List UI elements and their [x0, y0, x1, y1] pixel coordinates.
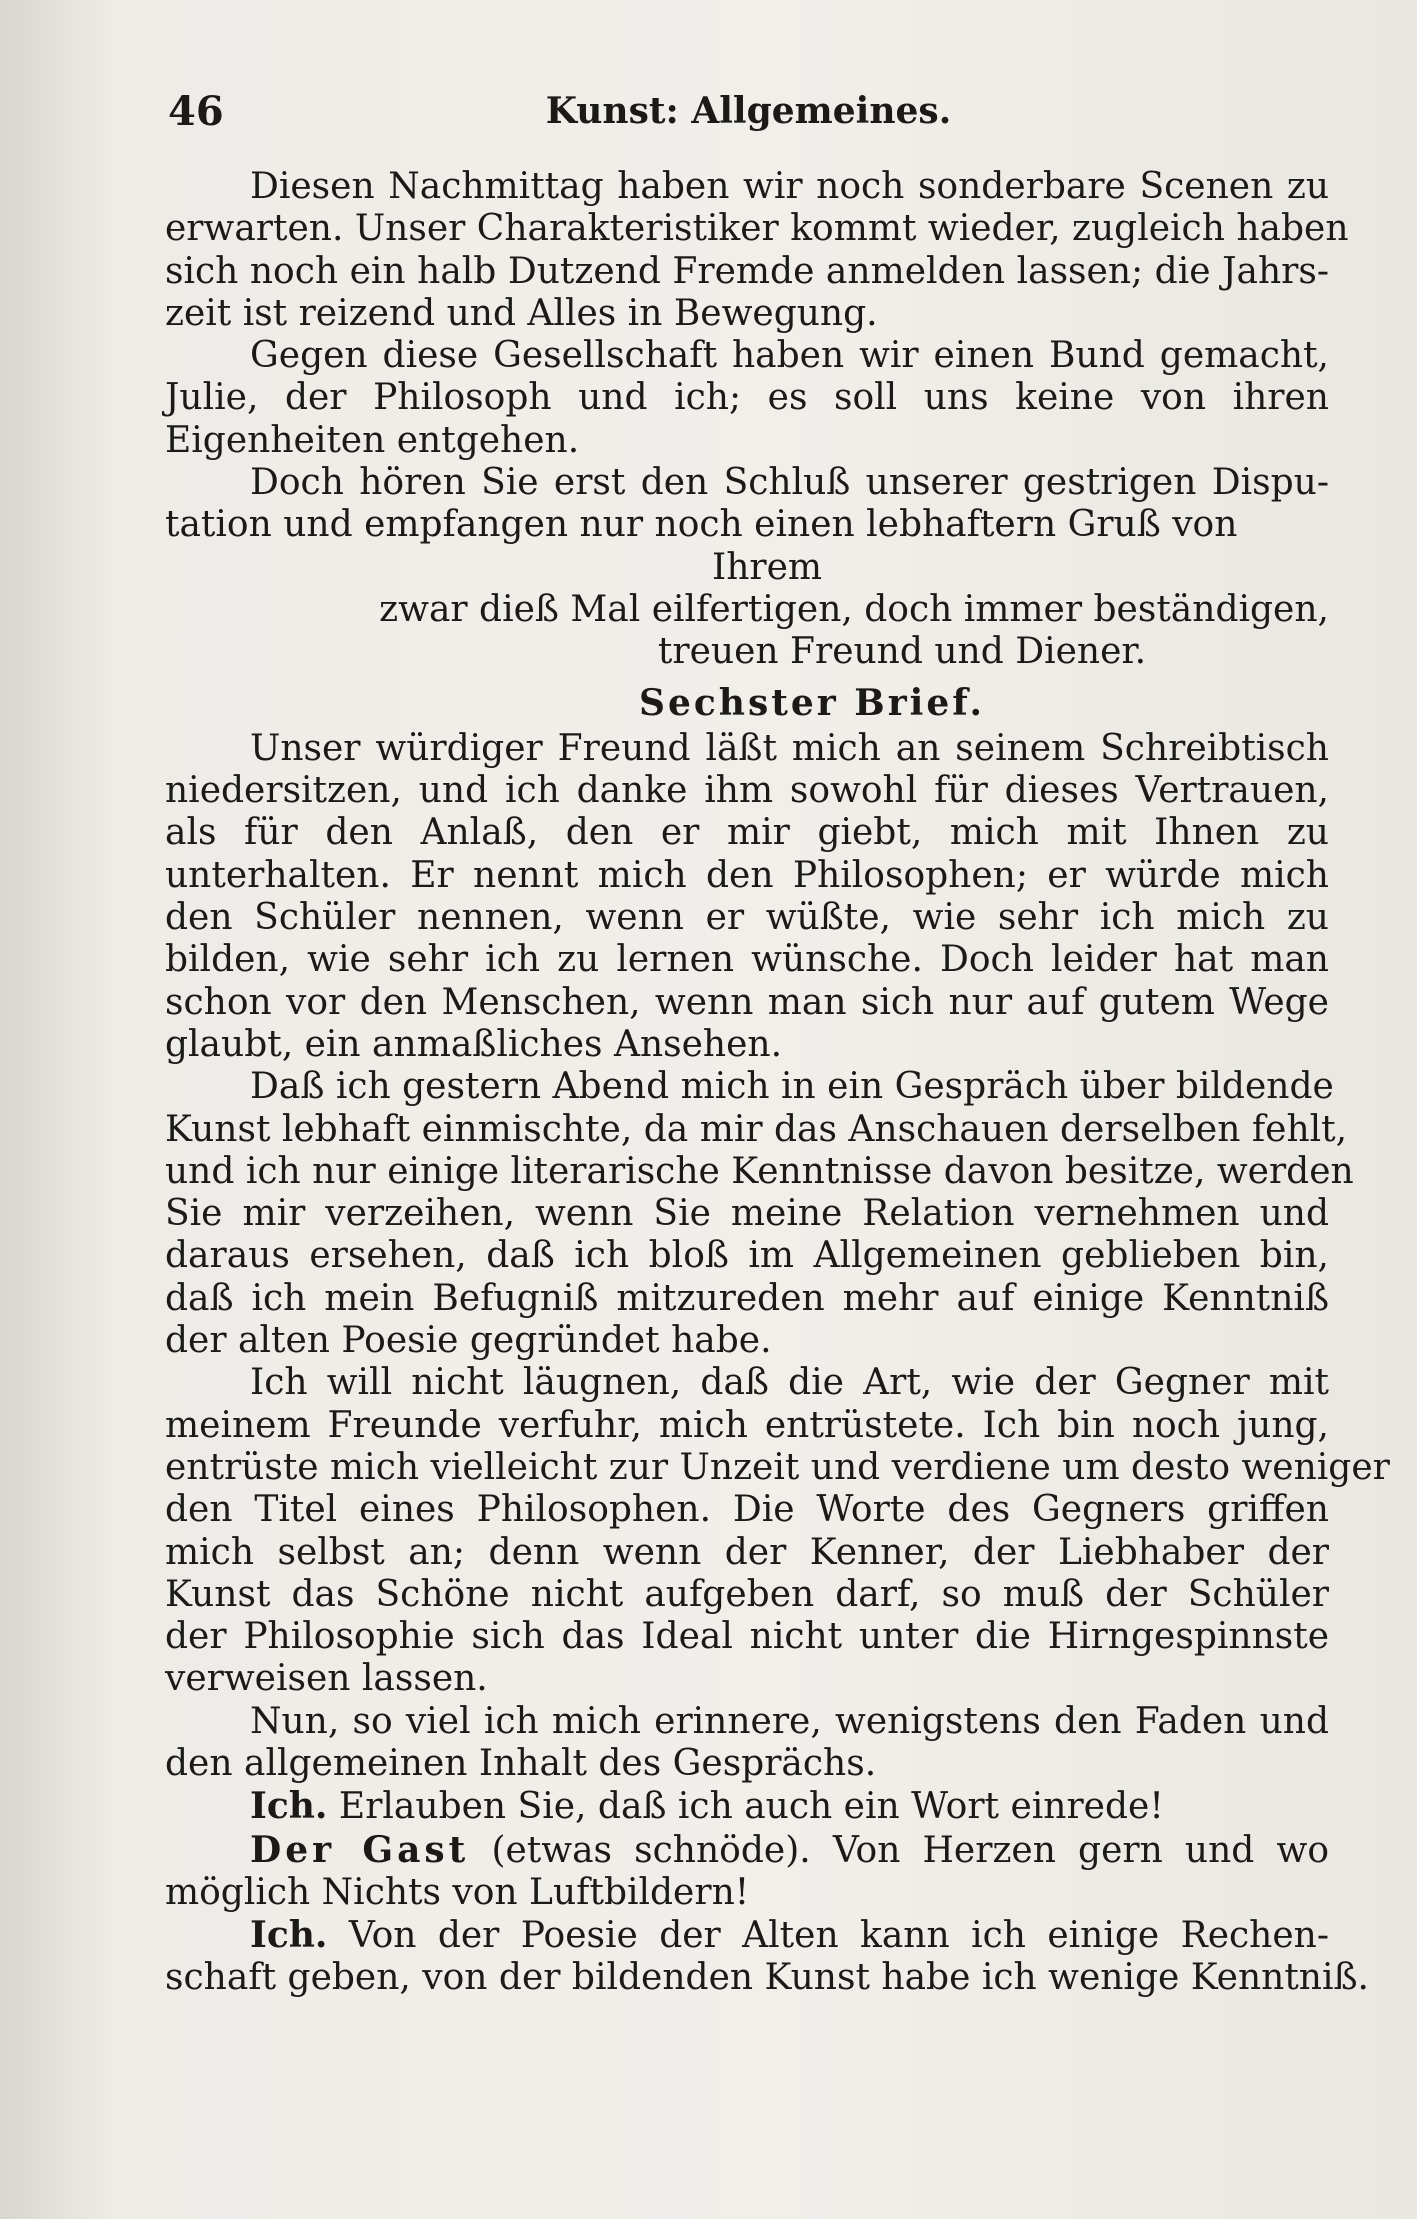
section-heading: Sechster Brief. [638, 681, 985, 724]
text-line: zeit ist reizend und Alles in Bewegung. [165, 292, 878, 334]
text-line: Sie mir verzeihen, wenn Sie meine Relation vernehmen und [165, 1193, 1329, 1235]
text-line: erwarten. Unser Charakteristiker kommt wieder, zugleich haben [165, 208, 1349, 250]
speaker-name: Ich. [250, 1785, 328, 1828]
text-line: verweisen lassen. [165, 1658, 488, 1700]
dialogue-line [165, 1829, 1329, 1915]
text-line: den Schüler nennen, wenn er wüßte, wie sehr ich mich zu [165, 897, 1329, 939]
text-line: daraus ersehen, daß ich bloß im Allgemeinen geblieben bin, [165, 1235, 1329, 1277]
signature-line: treuen Freund und Diener. [657, 631, 1147, 673]
text-line: Nun, so viel ich mich erinnere, wenigstens den Faden und [250, 1700, 1329, 1742]
text-line: den Titel eines Philosophen. Die Worte des Gegners griffen [165, 1489, 1329, 1531]
text-line: schon vor den Menschen, wenn man sich nur auf gutem Wege [165, 981, 1329, 1023]
text-line: Ich will nicht läugnen, daß die Art, wie der Gegner mit [250, 1362, 1329, 1404]
signature [165, 547, 1329, 674]
text-line: tation und empfangen nur noch einen lebhaftern Gruß von [165, 504, 1238, 546]
speaker-name: Ich. [250, 1914, 328, 1957]
page-number: 46 [168, 88, 224, 135]
running-head [168, 88, 1329, 138]
running-title: Kunst: Allgemeines. [545, 90, 952, 132]
text-line: sich noch ein halb Dutzend Fremde anmelden lassen; die Jahrs- [165, 250, 1329, 292]
dialogue-line [165, 1914, 1369, 2000]
paragraph [165, 1066, 1354, 1362]
text-line [165, 1785, 1329, 1828]
text-line: der Philosophie sich das Ideal nicht unter die Hirngespinnste [165, 1616, 1329, 1658]
text-line: Julie, der Philosoph und ich; es soll uns keine von ihren [165, 377, 1329, 419]
text-line: unterhalten. Er nennt mich den Philosophen; er würde mich [165, 854, 1329, 896]
text-line: entrüste mich vielleicht zur Unzeit und verdiene um desto weniger [165, 1446, 1390, 1488]
speech-text: (etwas schnöde). Von Herzen gern und wo [491, 1829, 1329, 1871]
dialogue-line [165, 1785, 1329, 1828]
paragraph [165, 1701, 1329, 1786]
text-line: daß ich mein Befugniß mitzureden mehr auf einige Kenntniß [165, 1277, 1329, 1319]
text-line: Unser würdiger Freund läßt mich an seinem Schreibtisch [250, 727, 1329, 769]
text-line: bilden, wie sehr ich zu lernen wünsche. Doch leider hat man [165, 939, 1329, 981]
text-line: Doch hören Sie erst den Schluß unserer gestrigen Dispu- [250, 462, 1329, 504]
text-line: der alten Poesie gegründet habe. [165, 1320, 772, 1362]
text-line: niedersitzen, und ich danke ihm sowohl für dieses Vertrauen, [165, 770, 1329, 812]
text-line: Gegen diese Gesellschaft haben wir einen Bund gemacht, [250, 335, 1329, 377]
text-line: Kunst lebhaft einmischte, da mir das Anschauen derselben fehlt, [165, 1108, 1348, 1150]
paragraph [165, 166, 1349, 335]
text-line: meinem Freunde verfuhr, mich entrüstete. Ich bin noch jung, [165, 1404, 1329, 1446]
text-line: als für den Anlaß, den er mir giebt, mich mit Ihnen zu [165, 812, 1329, 854]
signature-line: zwar dieß Mal eilfertigen, doch immer beständigen, [379, 588, 1329, 630]
text-line: Eigenheiten entgehen. [165, 419, 580, 461]
paragraph [165, 335, 1329, 462]
text-line: möglich Nichts von Luftbildern! [165, 1871, 750, 1913]
paragraph [165, 462, 1329, 547]
text-line: und ich nur einige literarische Kenntnisse davon besitze, werden [165, 1150, 1354, 1192]
page-body [165, 166, 1390, 2000]
text-line: den allgemeinen Inhalt des Gesprächs. [165, 1742, 877, 1784]
paragraph [165, 728, 1329, 1066]
text-line: glaubt, ein anmaßliches Ansehen. [165, 1023, 783, 1065]
speaker-name: Der Gast [250, 1828, 470, 1871]
speech-text: Erlauben Sie, daß ich auch ein Wort einrede! [338, 1786, 1164, 1828]
speech-text: Von der Poesie der Alten kann ich einige Rechen- [348, 1915, 1329, 1957]
text-line: schaft geben, von der bildenden Kunst habe ich wenige Kenntniß. [165, 1957, 1369, 1999]
text-line: Diesen Nachmittag haben wir noch sonderbare Scenen zu [250, 166, 1329, 207]
text-line: Daß ich gestern Abend mich in ein Gespräch über bildende [250, 1066, 1334, 1108]
text-line: mich selbst an; denn wenn der Kenner, der Liebhaber der [165, 1531, 1329, 1573]
text-line [165, 1914, 1329, 1957]
paragraph [165, 1362, 1390, 1700]
text-line: Kunst das Schöne nicht aufgeben darf, so muß der Schüler [165, 1573, 1329, 1615]
text-line [165, 1829, 1329, 1872]
signature-line: Ihrem [711, 546, 823, 588]
